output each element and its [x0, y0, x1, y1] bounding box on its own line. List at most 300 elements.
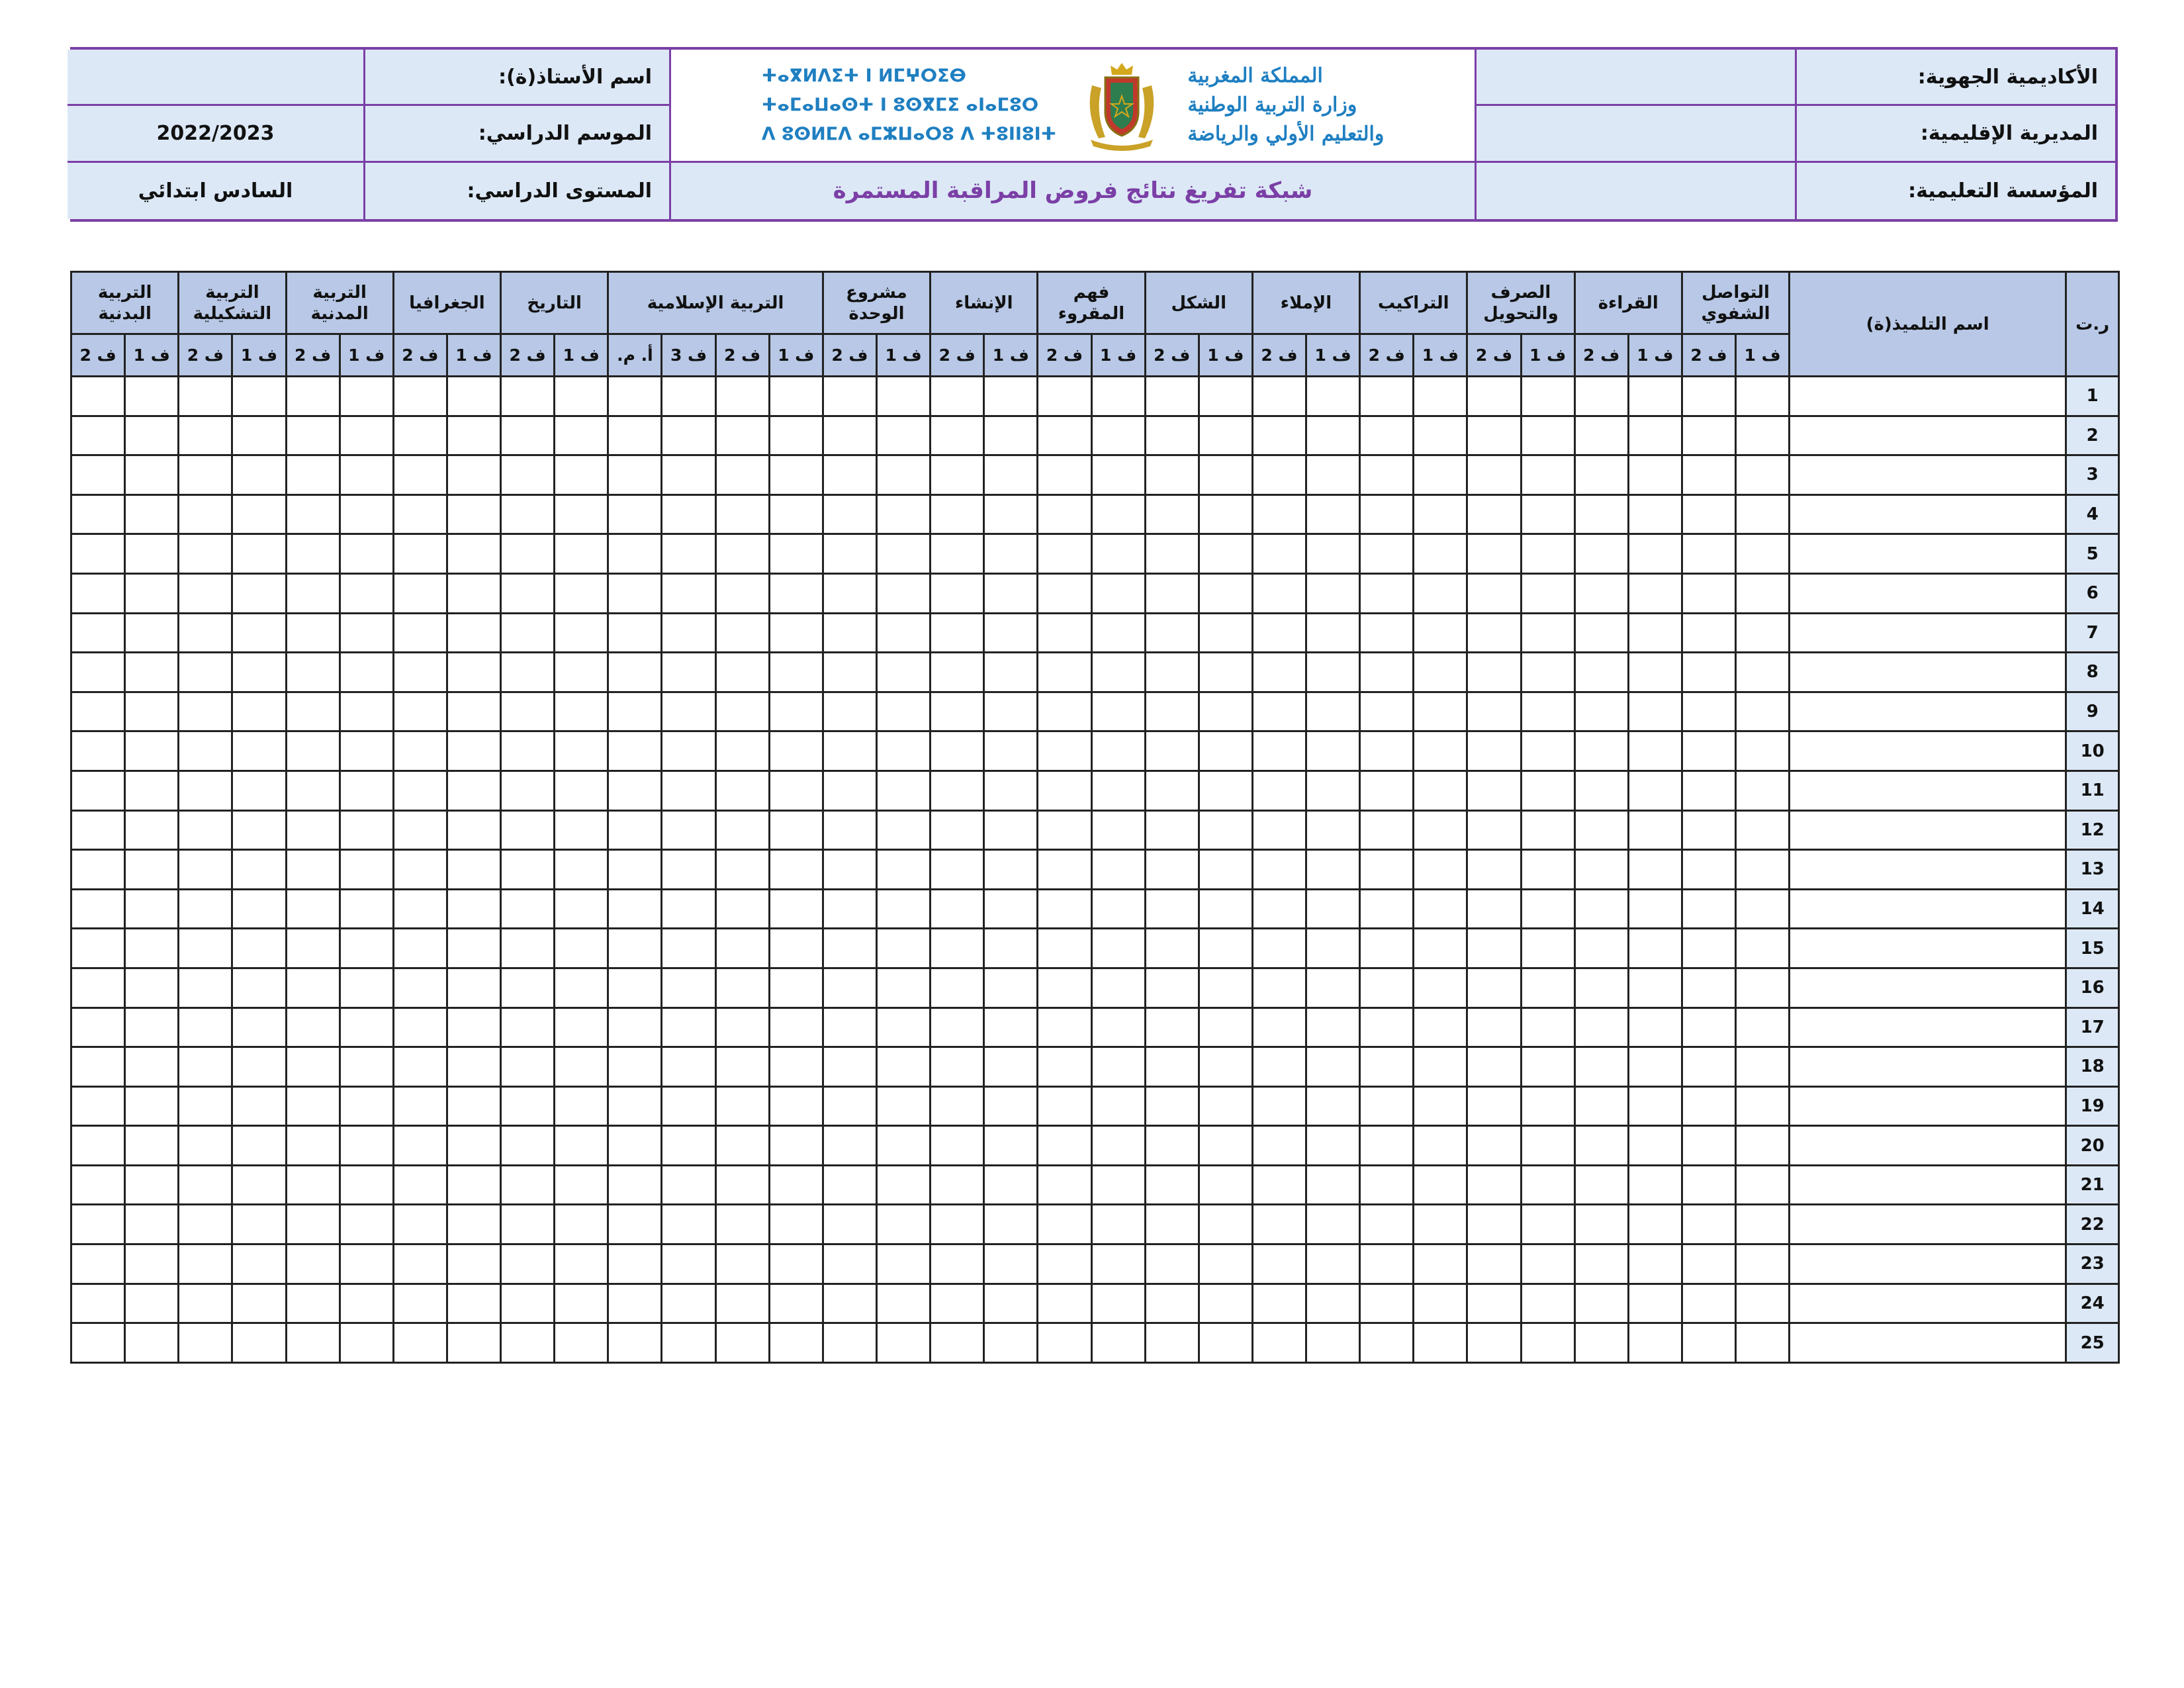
grade-cell[interactable]	[1521, 1244, 1574, 1284]
grade-cell[interactable]	[232, 889, 286, 929]
grade-cell[interactable]	[555, 1086, 608, 1126]
grade-cell[interactable]	[715, 1165, 769, 1205]
grade-cell[interactable]	[501, 810, 555, 850]
grade-cell[interactable]	[662, 1165, 715, 1205]
grade-cell[interactable]	[555, 1284, 608, 1323]
grade-cell[interactable]	[1574, 1047, 1628, 1087]
grade-cell[interactable]	[1306, 455, 1360, 495]
grade-cell[interactable]	[1199, 810, 1252, 850]
grade-cell[interactable]	[1038, 455, 1091, 495]
grade-cell[interactable]	[1145, 377, 1199, 416]
grade-cell[interactable]	[286, 653, 340, 692]
grade-cell[interactable]	[340, 1047, 393, 1087]
grade-cell[interactable]	[555, 731, 608, 771]
grade-cell[interactable]	[125, 1205, 179, 1244]
grade-cell[interactable]	[1038, 810, 1091, 850]
grade-cell[interactable]	[393, 494, 447, 534]
grade-cell[interactable]	[1736, 850, 1790, 890]
grade-cell[interactable]	[1199, 573, 1252, 613]
grade-cell[interactable]	[125, 1165, 179, 1205]
grade-cell[interactable]	[662, 534, 715, 574]
grade-cell[interactable]	[715, 810, 769, 850]
student-name-cell[interactable]	[1790, 810, 2066, 850]
grade-cell[interactable]	[555, 455, 608, 495]
grade-cell[interactable]	[286, 1086, 340, 1126]
grade-cell[interactable]	[984, 1205, 1038, 1244]
grade-cell[interactable]	[1628, 1323, 1682, 1363]
grade-cell[interactable]	[769, 494, 823, 534]
grade-cell[interactable]	[286, 534, 340, 574]
grade-cell[interactable]	[931, 889, 984, 929]
grade-cell[interactable]	[71, 889, 125, 929]
grade-cell[interactable]	[286, 1205, 340, 1244]
student-name-cell[interactable]	[1790, 613, 2066, 653]
grade-cell[interactable]	[1521, 573, 1574, 613]
grade-cell[interactable]	[1360, 1086, 1414, 1126]
grade-cell[interactable]	[1199, 929, 1252, 968]
grade-cell[interactable]	[501, 731, 555, 771]
grade-cell[interactable]	[1521, 692, 1574, 731]
student-name-cell[interactable]	[1790, 455, 2066, 495]
grade-cell[interactable]	[1414, 771, 1467, 810]
grade-cell[interactable]	[1414, 1323, 1467, 1363]
grade-cell[interactable]	[232, 534, 286, 574]
grade-cell[interactable]	[1574, 1165, 1628, 1205]
grade-cell[interactable]	[1574, 416, 1628, 455]
grade-cell[interactable]	[1038, 968, 1091, 1008]
grade-cell[interactable]	[823, 416, 876, 455]
grade-cell[interactable]	[393, 929, 447, 968]
grade-cell[interactable]	[1091, 653, 1145, 692]
grade-cell[interactable]	[1682, 377, 1735, 416]
grade-cell[interactable]	[715, 494, 769, 534]
grade-cell[interactable]	[393, 1047, 447, 1087]
grade-cell[interactable]	[340, 455, 393, 495]
grade-cell[interactable]	[393, 1008, 447, 1047]
grade-cell[interactable]	[608, 889, 662, 929]
grade-cell[interactable]	[555, 377, 608, 416]
grade-cell[interactable]	[1145, 1047, 1199, 1087]
grade-cell[interactable]	[179, 1205, 232, 1244]
grade-cell[interactable]	[1306, 850, 1360, 890]
grade-cell[interactable]	[555, 494, 608, 534]
grade-cell[interactable]	[1574, 929, 1628, 968]
grade-cell[interactable]	[232, 653, 286, 692]
grade-cell[interactable]	[1091, 1323, 1145, 1363]
grade-cell[interactable]	[1252, 1086, 1306, 1126]
grade-cell[interactable]	[286, 1047, 340, 1087]
grade-cell[interactable]	[286, 1126, 340, 1166]
grade-cell[interactable]	[608, 692, 662, 731]
grade-cell[interactable]	[1360, 929, 1414, 968]
grade-cell[interactable]	[1467, 850, 1521, 890]
grade-cell[interactable]	[1574, 653, 1628, 692]
grade-cell[interactable]	[125, 613, 179, 653]
grade-cell[interactable]	[608, 1008, 662, 1047]
grade-cell[interactable]	[340, 573, 393, 613]
grade-cell[interactable]	[1574, 889, 1628, 929]
grade-cell[interactable]	[1736, 377, 1790, 416]
grade-cell[interactable]	[608, 1244, 662, 1284]
grade-cell[interactable]	[1360, 1284, 1414, 1323]
grade-cell[interactable]	[1145, 1244, 1199, 1284]
grade-cell[interactable]	[125, 653, 179, 692]
grade-cell[interactable]	[1736, 1047, 1790, 1087]
grade-cell[interactable]	[447, 850, 500, 890]
grade-cell[interactable]	[393, 1205, 447, 1244]
grade-cell[interactable]	[1467, 377, 1521, 416]
grade-cell[interactable]	[340, 416, 393, 455]
grade-cell[interactable]	[286, 692, 340, 731]
grade-cell[interactable]	[1736, 1086, 1790, 1126]
academy-value-field[interactable]	[1475, 50, 1795, 106]
grade-cell[interactable]	[1091, 692, 1145, 731]
grade-cell[interactable]	[1736, 1008, 1790, 1047]
grade-cell[interactable]	[1628, 455, 1682, 495]
grade-cell[interactable]	[447, 534, 500, 574]
grade-cell[interactable]	[662, 1205, 715, 1244]
grade-cell[interactable]	[179, 1008, 232, 1047]
institution-value-field[interactable]	[1475, 163, 1795, 219]
student-name-cell[interactable]	[1790, 968, 2066, 1008]
grade-cell[interactable]	[1628, 850, 1682, 890]
grade-cell[interactable]	[715, 1086, 769, 1126]
grade-cell[interactable]	[1306, 613, 1360, 653]
grade-cell[interactable]	[1414, 1244, 1467, 1284]
grade-cell[interactable]	[1736, 416, 1790, 455]
grade-cell[interactable]	[1038, 1008, 1091, 1047]
grade-cell[interactable]	[1682, 1165, 1735, 1205]
grade-cell[interactable]	[71, 810, 125, 850]
grade-cell[interactable]	[1682, 850, 1735, 890]
grade-cell[interactable]	[1414, 968, 1467, 1008]
grade-cell[interactable]	[769, 1284, 823, 1323]
grade-cell[interactable]	[1252, 1008, 1306, 1047]
grade-cell[interactable]	[1252, 534, 1306, 574]
grade-cell[interactable]	[1682, 810, 1735, 850]
grade-cell[interactable]	[340, 653, 393, 692]
grade-cell[interactable]	[876, 1323, 930, 1363]
grade-cell[interactable]	[715, 377, 769, 416]
grade-cell[interactable]	[876, 573, 930, 613]
grade-cell[interactable]	[1360, 692, 1414, 731]
grade-cell[interactable]	[715, 1323, 769, 1363]
grade-cell[interactable]	[1682, 1008, 1735, 1047]
grade-cell[interactable]	[769, 534, 823, 574]
grade-cell[interactable]	[232, 731, 286, 771]
grade-cell[interactable]	[447, 692, 500, 731]
student-name-cell[interactable]	[1790, 1205, 2066, 1244]
grade-cell[interactable]	[1306, 534, 1360, 574]
grade-cell[interactable]	[1091, 1126, 1145, 1166]
grade-cell[interactable]	[823, 534, 876, 574]
grade-cell[interactable]	[715, 1008, 769, 1047]
grade-cell[interactable]	[823, 653, 876, 692]
grade-cell[interactable]	[876, 455, 930, 495]
grade-cell[interactable]	[1360, 1047, 1414, 1087]
grade-cell[interactable]	[501, 850, 555, 890]
grade-cell[interactable]	[1199, 494, 1252, 534]
grade-cell[interactable]	[1038, 692, 1091, 731]
grade-cell[interactable]	[1574, 573, 1628, 613]
grade-cell[interactable]	[1736, 692, 1790, 731]
grade-cell[interactable]	[1467, 810, 1521, 850]
grade-cell[interactable]	[769, 613, 823, 653]
grade-cell[interactable]	[1628, 1086, 1682, 1126]
grade-cell[interactable]	[1682, 573, 1735, 613]
grade-cell[interactable]	[1521, 416, 1574, 455]
grade-cell[interactable]	[501, 1244, 555, 1284]
grade-cell[interactable]	[447, 1284, 500, 1323]
grade-cell[interactable]	[179, 1284, 232, 1323]
grade-cell[interactable]	[1736, 1205, 1790, 1244]
grade-cell[interactable]	[608, 1205, 662, 1244]
grade-cell[interactable]	[1414, 1126, 1467, 1166]
grade-cell[interactable]	[1199, 731, 1252, 771]
grade-cell[interactable]	[823, 494, 876, 534]
grade-cell[interactable]	[1521, 455, 1574, 495]
grade-cell[interactable]	[1038, 1086, 1091, 1126]
grade-cell[interactable]	[1306, 692, 1360, 731]
grade-cell[interactable]	[984, 494, 1038, 534]
grade-cell[interactable]	[232, 771, 286, 810]
grade-cell[interactable]	[1467, 731, 1521, 771]
grade-cell[interactable]	[71, 1165, 125, 1205]
grade-cell[interactable]	[715, 850, 769, 890]
grade-cell[interactable]	[1414, 1165, 1467, 1205]
grade-cell[interactable]	[447, 968, 500, 1008]
grade-cell[interactable]	[1628, 613, 1682, 653]
grade-cell[interactable]	[823, 1086, 876, 1126]
grade-cell[interactable]	[984, 1244, 1038, 1284]
grade-cell[interactable]	[1306, 1165, 1360, 1205]
grade-cell[interactable]	[1628, 968, 1682, 1008]
grade-cell[interactable]	[1360, 889, 1414, 929]
grade-cell[interactable]	[1252, 1284, 1306, 1323]
grade-cell[interactable]	[769, 455, 823, 495]
grade-cell[interactable]	[1091, 1244, 1145, 1284]
grade-cell[interactable]	[1306, 810, 1360, 850]
grade-cell[interactable]	[286, 1165, 340, 1205]
grade-cell[interactable]	[1306, 653, 1360, 692]
grade-cell[interactable]	[931, 573, 984, 613]
grade-cell[interactable]	[715, 613, 769, 653]
grade-cell[interactable]	[1682, 534, 1735, 574]
grade-cell[interactable]	[501, 1126, 555, 1166]
grade-cell[interactable]	[876, 494, 930, 534]
grade-cell[interactable]	[1145, 771, 1199, 810]
grade-cell[interactable]	[1521, 1165, 1574, 1205]
grade-cell[interactable]	[1574, 1086, 1628, 1126]
grade-cell[interactable]	[662, 692, 715, 731]
grade-cell[interactable]	[393, 810, 447, 850]
grade-cell[interactable]	[1306, 1086, 1360, 1126]
grade-cell[interactable]	[125, 494, 179, 534]
grade-cell[interactable]	[876, 810, 930, 850]
grade-cell[interactable]	[662, 377, 715, 416]
grade-cell[interactable]	[71, 455, 125, 495]
grade-cell[interactable]	[1414, 810, 1467, 850]
grade-cell[interactable]	[823, 731, 876, 771]
grade-cell[interactable]	[340, 1165, 393, 1205]
grade-cell[interactable]	[179, 653, 232, 692]
grade-cell[interactable]	[501, 494, 555, 534]
grade-cell[interactable]	[447, 377, 500, 416]
grade-cell[interactable]	[71, 1008, 125, 1047]
grade-cell[interactable]	[1091, 1008, 1145, 1047]
grade-cell[interactable]	[876, 929, 930, 968]
grade-cell[interactable]	[1628, 1126, 1682, 1166]
grade-cell[interactable]	[1038, 377, 1091, 416]
grade-cell[interactable]	[179, 771, 232, 810]
grade-cell[interactable]	[931, 1205, 984, 1244]
grade-cell[interactable]	[393, 731, 447, 771]
grade-cell[interactable]	[71, 494, 125, 534]
grade-cell[interactable]	[1199, 1244, 1252, 1284]
grade-cell[interactable]	[179, 810, 232, 850]
grade-cell[interactable]	[931, 929, 984, 968]
grade-cell[interactable]	[1306, 416, 1360, 455]
grade-cell[interactable]	[393, 692, 447, 731]
student-name-cell[interactable]	[1790, 1008, 2066, 1047]
grade-cell[interactable]	[555, 653, 608, 692]
grade-cell[interactable]	[931, 1126, 984, 1166]
grade-cell[interactable]	[1521, 534, 1574, 574]
grade-cell[interactable]	[340, 810, 393, 850]
grade-cell[interactable]	[555, 1244, 608, 1284]
grade-cell[interactable]	[662, 1323, 715, 1363]
grade-cell[interactable]	[232, 692, 286, 731]
grade-cell[interactable]	[1682, 692, 1735, 731]
grade-cell[interactable]	[1360, 1165, 1414, 1205]
grade-cell[interactable]	[447, 1086, 500, 1126]
grade-cell[interactable]	[1467, 1086, 1521, 1126]
grade-cell[interactable]	[984, 573, 1038, 613]
grade-cell[interactable]	[1414, 573, 1467, 613]
grade-cell[interactable]	[1467, 1205, 1521, 1244]
grade-cell[interactable]	[769, 653, 823, 692]
grade-cell[interactable]	[715, 1126, 769, 1166]
grade-cell[interactable]	[1736, 889, 1790, 929]
grade-cell[interactable]	[286, 1323, 340, 1363]
grade-cell[interactable]	[1306, 377, 1360, 416]
grade-cell[interactable]	[340, 1323, 393, 1363]
grade-cell[interactable]	[662, 1284, 715, 1323]
grade-cell[interactable]	[232, 1126, 286, 1166]
grade-cell[interactable]	[179, 1323, 232, 1363]
grade-cell[interactable]	[501, 771, 555, 810]
grade-cell[interactable]	[1038, 771, 1091, 810]
grade-cell[interactable]	[608, 613, 662, 653]
grade-cell[interactable]	[1360, 653, 1414, 692]
grade-cell[interactable]	[984, 810, 1038, 850]
grade-cell[interactable]	[501, 653, 555, 692]
grade-cell[interactable]	[179, 494, 232, 534]
grade-cell[interactable]	[1145, 810, 1199, 850]
grade-cell[interactable]	[232, 1047, 286, 1087]
grade-cell[interactable]	[1682, 929, 1735, 968]
grade-cell[interactable]	[984, 850, 1038, 890]
grade-cell[interactable]	[1574, 1008, 1628, 1047]
grade-cell[interactable]	[769, 1126, 823, 1166]
grade-cell[interactable]	[1574, 455, 1628, 495]
grade-cell[interactable]	[71, 1086, 125, 1126]
grade-cell[interactable]	[555, 1126, 608, 1166]
grade-cell[interactable]	[1091, 573, 1145, 613]
grade-cell[interactable]	[501, 573, 555, 613]
grade-cell[interactable]	[769, 1086, 823, 1126]
grade-cell[interactable]	[1360, 771, 1414, 810]
student-name-cell[interactable]	[1790, 929, 2066, 968]
grade-cell[interactable]	[823, 771, 876, 810]
grade-cell[interactable]	[1091, 494, 1145, 534]
grade-cell[interactable]	[1682, 1284, 1735, 1323]
grade-cell[interactable]	[447, 1008, 500, 1047]
grade-cell[interactable]	[715, 1205, 769, 1244]
grade-cell[interactable]	[608, 968, 662, 1008]
grade-cell[interactable]	[1414, 929, 1467, 968]
grade-cell[interactable]	[1682, 653, 1735, 692]
grade-cell[interactable]	[823, 1244, 876, 1284]
grade-cell[interactable]	[1682, 1323, 1735, 1363]
student-name-cell[interactable]	[1790, 889, 2066, 929]
grade-cell[interactable]	[931, 653, 984, 692]
grade-cell[interactable]	[1521, 731, 1574, 771]
grade-cell[interactable]	[769, 771, 823, 810]
grade-cell[interactable]	[1252, 731, 1306, 771]
grade-cell[interactable]	[447, 1323, 500, 1363]
grade-cell[interactable]	[340, 1205, 393, 1244]
grade-cell[interactable]	[1252, 692, 1306, 731]
grade-cell[interactable]	[1091, 613, 1145, 653]
grade-cell[interactable]	[608, 416, 662, 455]
grade-cell[interactable]	[1360, 968, 1414, 1008]
grade-cell[interactable]	[608, 731, 662, 771]
grade-cell[interactable]	[1414, 1205, 1467, 1244]
grade-cell[interactable]	[823, 573, 876, 613]
grade-cell[interactable]	[232, 377, 286, 416]
grade-cell[interactable]	[232, 810, 286, 850]
grade-cell[interactable]	[555, 573, 608, 613]
grade-cell[interactable]	[393, 1323, 447, 1363]
grade-cell[interactable]	[662, 1047, 715, 1087]
grade-cell[interactable]	[769, 731, 823, 771]
grade-cell[interactable]	[179, 850, 232, 890]
grade-cell[interactable]	[931, 731, 984, 771]
grade-cell[interactable]	[393, 1165, 447, 1205]
grade-cell[interactable]	[715, 416, 769, 455]
grade-cell[interactable]	[393, 889, 447, 929]
student-name-cell[interactable]	[1790, 573, 2066, 613]
grade-cell[interactable]	[876, 968, 930, 1008]
grade-cell[interactable]	[501, 692, 555, 731]
grade-cell[interactable]	[1252, 810, 1306, 850]
grade-cell[interactable]	[340, 613, 393, 653]
grade-cell[interactable]	[608, 771, 662, 810]
grade-cell[interactable]	[984, 1126, 1038, 1166]
grade-cell[interactable]	[1628, 1205, 1682, 1244]
grade-cell[interactable]	[931, 416, 984, 455]
grade-cell[interactable]	[447, 455, 500, 495]
grade-cell[interactable]	[1682, 889, 1735, 929]
grade-cell[interactable]	[769, 416, 823, 455]
grade-cell[interactable]	[984, 1284, 1038, 1323]
grade-cell[interactable]	[1574, 771, 1628, 810]
grade-cell[interactable]	[823, 968, 876, 1008]
grade-cell[interactable]	[715, 731, 769, 771]
grade-cell[interactable]	[876, 377, 930, 416]
grade-cell[interactable]	[1038, 929, 1091, 968]
